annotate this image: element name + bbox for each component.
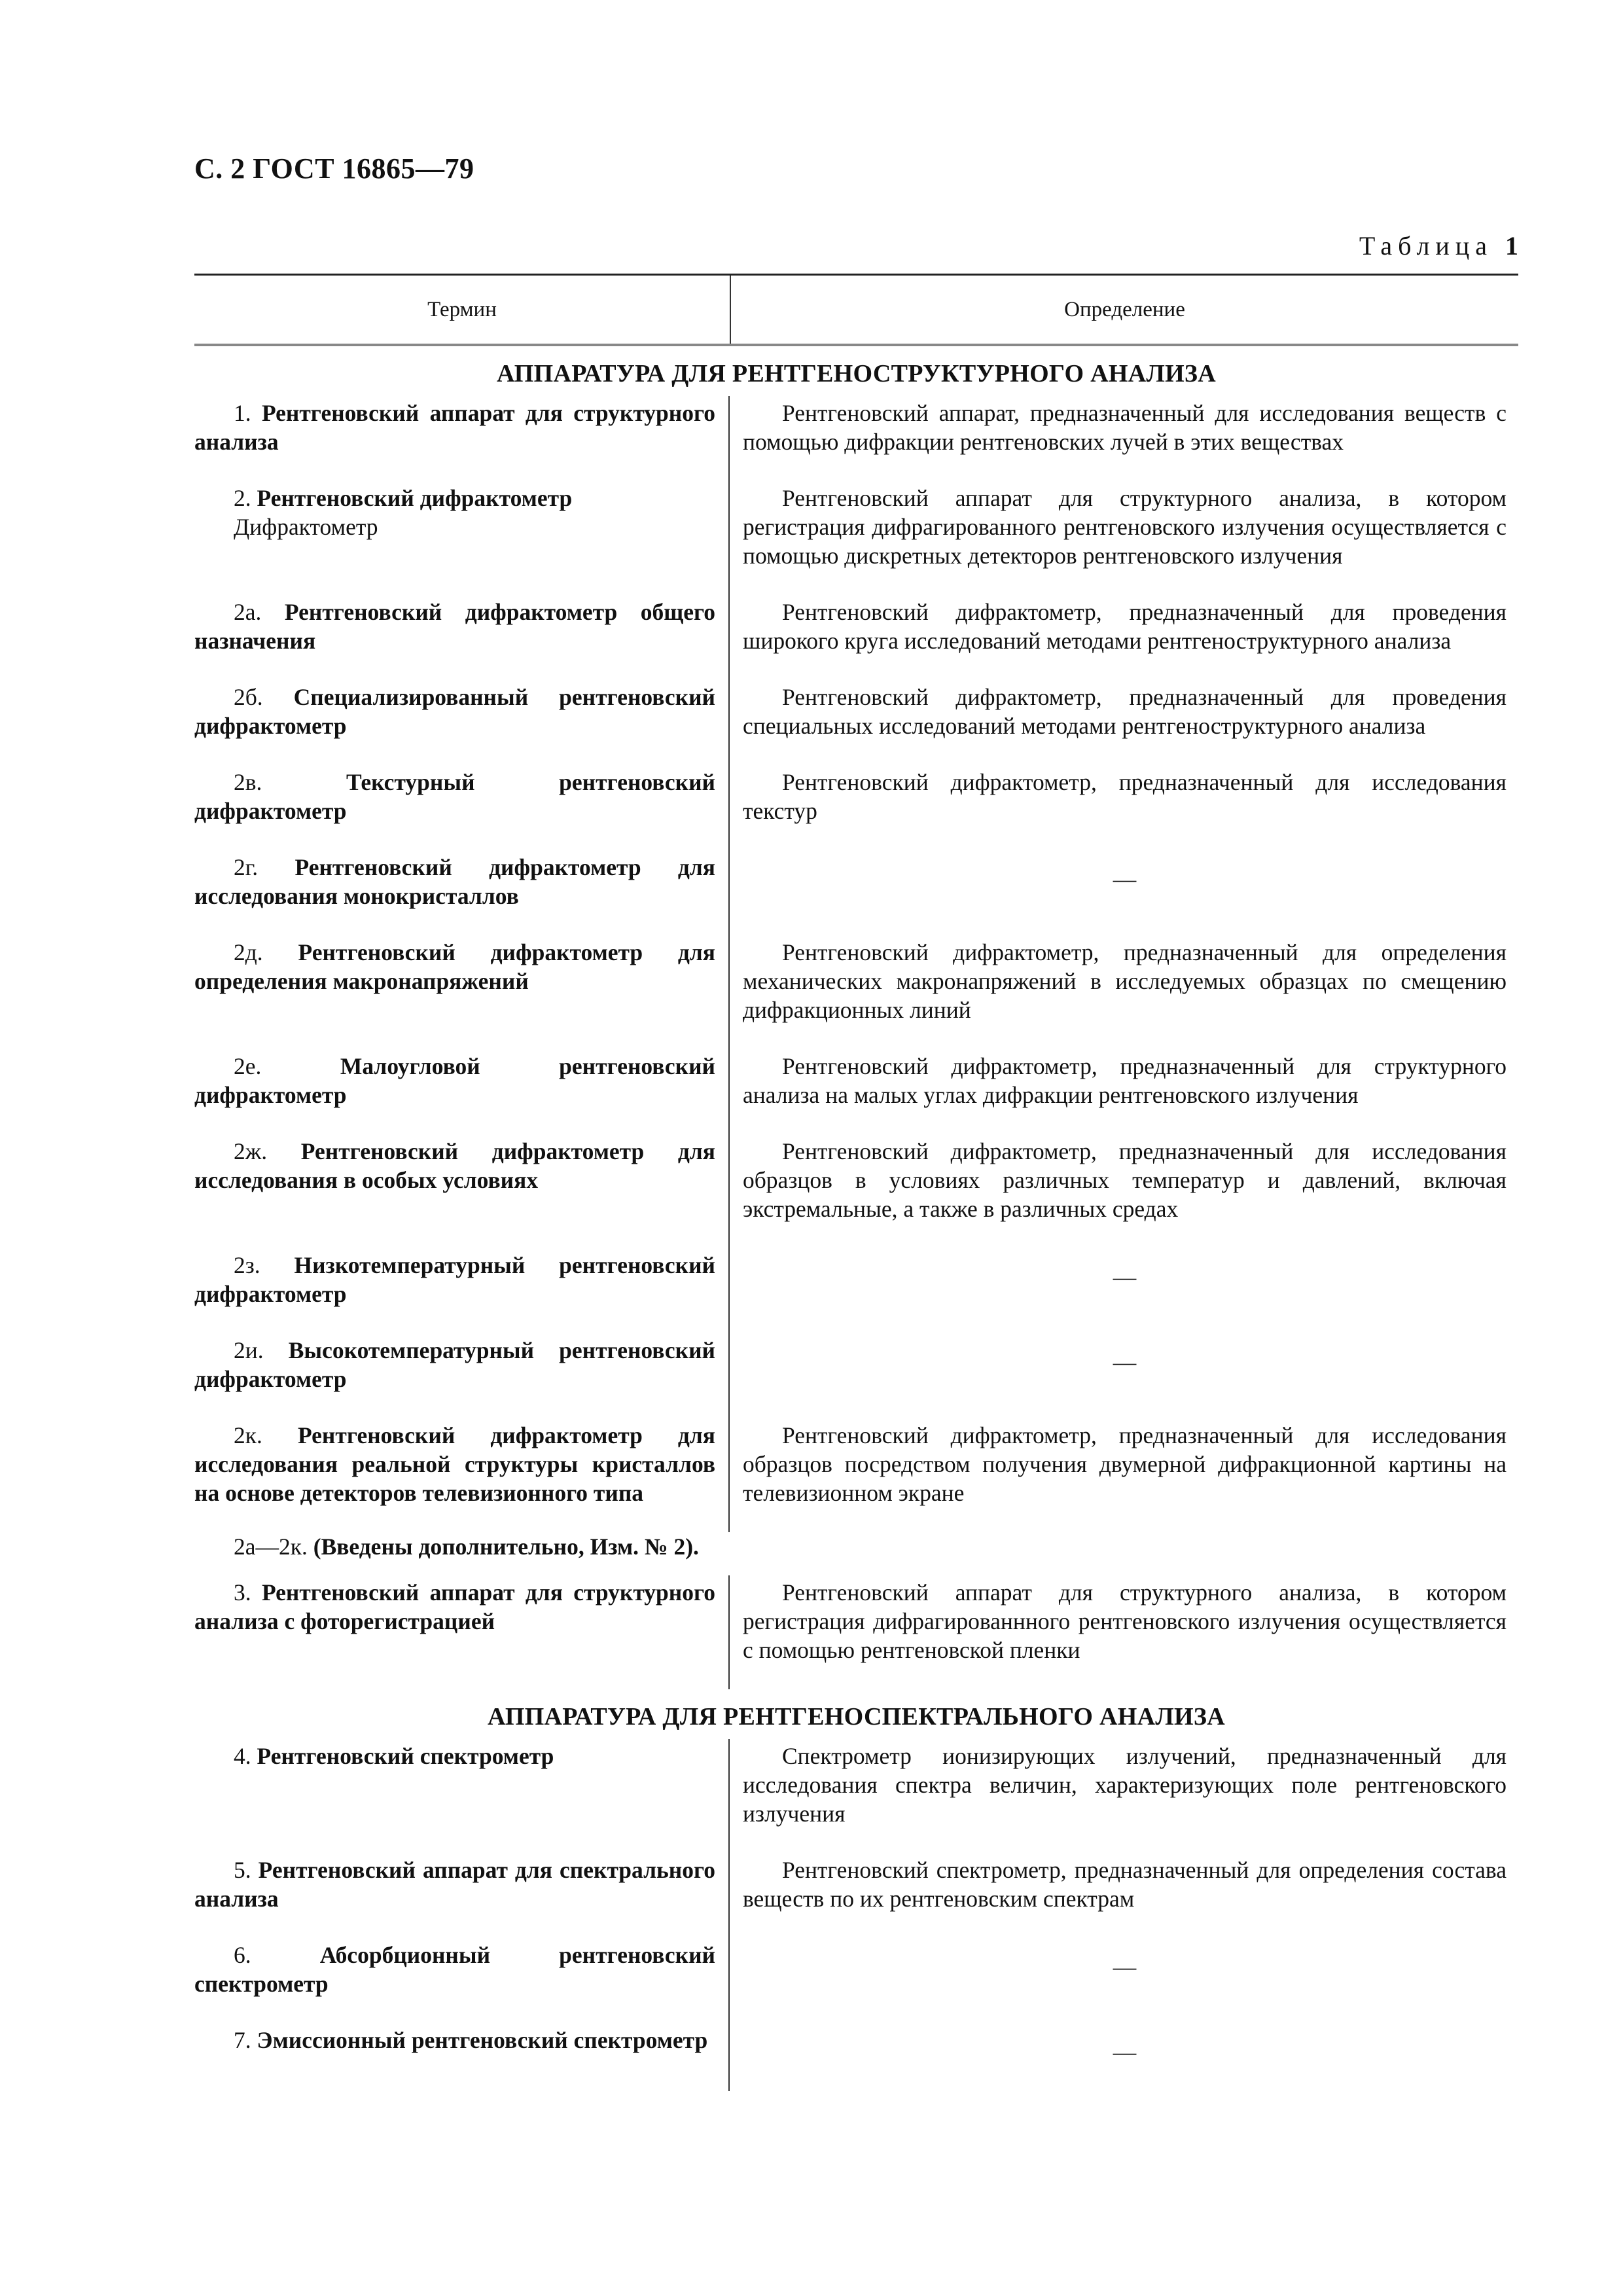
table-row — [194, 680, 1518, 765]
table-body — [194, 346, 1518, 2091]
table-row — [194, 1739, 1518, 1853]
term — [194, 1421, 715, 1507]
term-cell — [194, 935, 730, 1049]
term-number: 3. — [234, 1579, 251, 1605]
term — [194, 1052, 715, 1109]
definition-text: — — [1113, 1954, 1137, 1980]
definition-text: Рентгеновский аппарат для структурного анализа, в котором регистрация дифрагированного рентгеновского излучения осуществляется с помощью дискретных детекторов рентгеновского излучения — [743, 485, 1507, 569]
term-text: Эмиссионный рентгеновский спектрометр — [257, 2027, 708, 2053]
term-number: 2в. — [234, 769, 262, 795]
term-text: Рентгеновский дифрактометр для исследования монокристаллов — [194, 854, 715, 909]
term-text: Рентгеновский аппарат для структурного анализа — [194, 400, 715, 455]
table-row — [194, 850, 1518, 935]
term-number: 1. — [234, 400, 251, 426]
definition-text: Рентгеновский дифрактометр, предназначенный для исследования текстур — [743, 769, 1507, 824]
term-text: Текстурный рентгеновский дифрактометр — [194, 769, 716, 824]
table-row — [194, 1248, 1518, 1333]
table-caption — [1359, 230, 1518, 261]
term-number: 2к. — [234, 1422, 262, 1448]
term — [194, 853, 715, 910]
term-number: 2. — [234, 485, 251, 511]
term-text: Низкотемпературный рентгеновский дифрактометр — [194, 1252, 716, 1307]
definition-text: Рентгеновский дифрактометр, предназначенный для проведения широкого круга исследований методами рентгеноструктурного анализа — [743, 599, 1507, 654]
definition-cell — [730, 1739, 1518, 1853]
table-row — [194, 1418, 1518, 1532]
definition-text: Рентгеновский дифрактометр, предназначенный для исследования образцов в условиях различных температур и давлений, включая экстремальные, а также в различных средах — [743, 1138, 1507, 1222]
table-row — [194, 935, 1518, 1049]
term-number: 5. — [234, 1857, 251, 1883]
table-caption-word: Таблица — [1359, 231, 1493, 260]
header-definition: Определение — [1064, 297, 1185, 321]
table-caption-number: 1 — [1505, 231, 1518, 260]
page-header: С. 2 ГОСТ 16865—79 — [194, 152, 474, 185]
table-row — [194, 765, 1518, 850]
definition-cell — [730, 1248, 1518, 1333]
table-row — [194, 1333, 1518, 1418]
term — [194, 1251, 715, 1308]
definition-cell — [730, 1418, 1518, 1532]
table-row — [194, 481, 1518, 595]
header-term: Термин — [194, 276, 731, 344]
term-number: 2д. — [234, 939, 263, 965]
term — [194, 1856, 715, 1913]
definition-text: — — [1113, 1264, 1137, 1290]
definition-cell — [730, 1134, 1518, 1248]
term — [194, 768, 715, 825]
term — [194, 1137, 715, 1194]
term — [194, 683, 715, 740]
definition-cell — [730, 765, 1518, 850]
term-cell — [194, 2023, 730, 2091]
term-cell — [194, 1938, 730, 2023]
term — [194, 598, 715, 655]
term-cell — [194, 765, 730, 850]
term-cell — [194, 1853, 730, 1938]
definition-text: Рентгеновский дифрактометр, предназначенный для структурного анализа на малых углах дифракции рентгеновского излучения — [743, 1053, 1507, 1108]
table-row — [194, 1049, 1518, 1134]
term-text: Рентгеновский спектрометр — [257, 1743, 554, 1769]
table-row — [194, 396, 1518, 481]
term-number: 2б. — [234, 684, 263, 710]
term — [194, 1941, 715, 1998]
definition-cell — [730, 850, 1518, 935]
term-text: Рентгеновский дифрактометр для определения макронапряжений — [194, 939, 715, 994]
term-cell — [194, 680, 730, 765]
term — [194, 2026, 715, 2054]
term-cell — [194, 1418, 730, 1532]
term-number: 2з. — [234, 1252, 260, 1278]
definition-cell — [730, 595, 1518, 680]
table-row — [194, 1938, 1518, 2023]
definition-text: — — [1113, 866, 1137, 892]
term-number: 7. — [234, 2027, 251, 2053]
term — [194, 1578, 715, 1636]
term — [194, 938, 715, 996]
definition-text: Рентгеновский дифрактометр, предназначенный для исследования образцов посредством получения двумерной дифракционной картины на телевизионном экране — [743, 1422, 1507, 1506]
terms-table — [194, 274, 1518, 2091]
term-text: Рентгеновский аппарат для спектрального анализа — [194, 1857, 715, 1912]
term-cell — [194, 1248, 730, 1333]
note-text: (Введены дополнительно, Изм. № 2). — [313, 1534, 699, 1560]
term-text: Высокотемпературный рентгеновский дифрактометр — [194, 1337, 716, 1392]
term-cell — [194, 595, 730, 680]
definition-text: Рентгеновский дифрактометр, предназначенный для проведения специальных исследований методами рентгеноструктурного анализа — [743, 684, 1507, 739]
term-cell — [194, 481, 730, 595]
definition-cell — [730, 396, 1518, 481]
term-text: Специализированный рентгеновский дифрактометр — [194, 684, 715, 739]
definition-cell — [730, 935, 1518, 1049]
definition-cell — [730, 1575, 1518, 1689]
note-prefix: 2а—2к. — [234, 1534, 308, 1560]
definition-text: Спектрометр ионизирующих излучений, предназначенный для исследования спектра величин, характеризующих поле рентгеновского излучения — [743, 1743, 1507, 1827]
table-row — [194, 1575, 1518, 1689]
term-cell — [194, 396, 730, 481]
term-number: 6. — [234, 1942, 251, 1968]
definition-cell — [730, 1853, 1518, 1938]
term-number: 2е. — [234, 1053, 262, 1079]
term-cell — [194, 1575, 730, 1689]
definition-cell — [730, 1333, 1518, 1418]
term-text: Рентгеновский дифрактометр для исследования в особых условиях — [194, 1138, 715, 1193]
term-text: Малоугловой рентгеновский дифрактометр — [194, 1053, 716, 1108]
section-title: АППАРАТУРА ДЛЯ РЕНТГЕНОСПЕКТРАЛЬНОГО АНАЛИЗА — [488, 1703, 1225, 1731]
definition-text: Рентгеновский дифрактометр, предназначенный для определения механических макронапряжений в исследуемых образцах по смещению дифракционных линий — [743, 939, 1507, 1023]
table-header — [194, 274, 1518, 346]
table-row — [194, 1134, 1518, 1248]
term-text: Рентгеновский дифрактометр общего назначения — [194, 599, 715, 654]
term — [194, 1742, 715, 1770]
term — [194, 1336, 715, 1393]
amendment-note — [194, 1532, 1518, 1575]
definition-text: — — [1113, 1349, 1137, 1375]
term-cell — [194, 1134, 730, 1248]
term-text: Рентгеновский аппарат для структурного анализа с фоторегистрацией — [194, 1579, 715, 1634]
term-cell — [194, 1333, 730, 1418]
definition-cell — [730, 680, 1518, 765]
term-cell — [194, 1049, 730, 1134]
definition-cell — [730, 1049, 1518, 1134]
term-number: 2г. — [234, 854, 259, 880]
table-row — [194, 1853, 1518, 1938]
definition-text: — — [1113, 2039, 1137, 2065]
definition-text: Рентгеновский аппарат, предназначенный для исследования веществ с помощью дифракции рентгеновских лучей в этих веществах — [743, 400, 1507, 455]
term — [194, 484, 715, 512]
term-text: Рентгеновский дифрактометр для исследования реальной структуры кристаллов на основе детекторов телевизионного типа — [194, 1422, 716, 1506]
term-number: 4. — [234, 1743, 251, 1769]
term-cell — [194, 1739, 730, 1853]
term-number: 2ж. — [234, 1138, 268, 1164]
term-cell — [194, 850, 730, 935]
definition-text: Рентгеновский спектрометр, предназначенный для определения состава веществ по их рентгеновским спектрам — [743, 1857, 1507, 1912]
term-text: Абсорбционный рентгеновский спектрометр — [194, 1942, 716, 1997]
definition-text: Рентгеновский аппарат для структурного анализа, в котором регистрация дифрагированнного рентгеновского излучения осуществляется с помощью рентгеновской пленки — [743, 1579, 1507, 1663]
term-number: 2а. — [234, 599, 262, 625]
definition-cell — [730, 1938, 1518, 2023]
term — [194, 399, 715, 456]
definition-cell — [730, 2023, 1518, 2091]
term-synonym: Дифрактометр — [234, 514, 378, 540]
table-row — [194, 2023, 1518, 2091]
definition-cell — [730, 481, 1518, 595]
section-title: АППАРАТУРА ДЛЯ РЕНТГЕНОСТРУКТУРНОГО АНАЛИЗА — [496, 360, 1217, 387]
term-number: 2и. — [234, 1337, 264, 1363]
table-row — [194, 595, 1518, 680]
term-text: Рентгеновский дифрактометр — [257, 485, 573, 511]
